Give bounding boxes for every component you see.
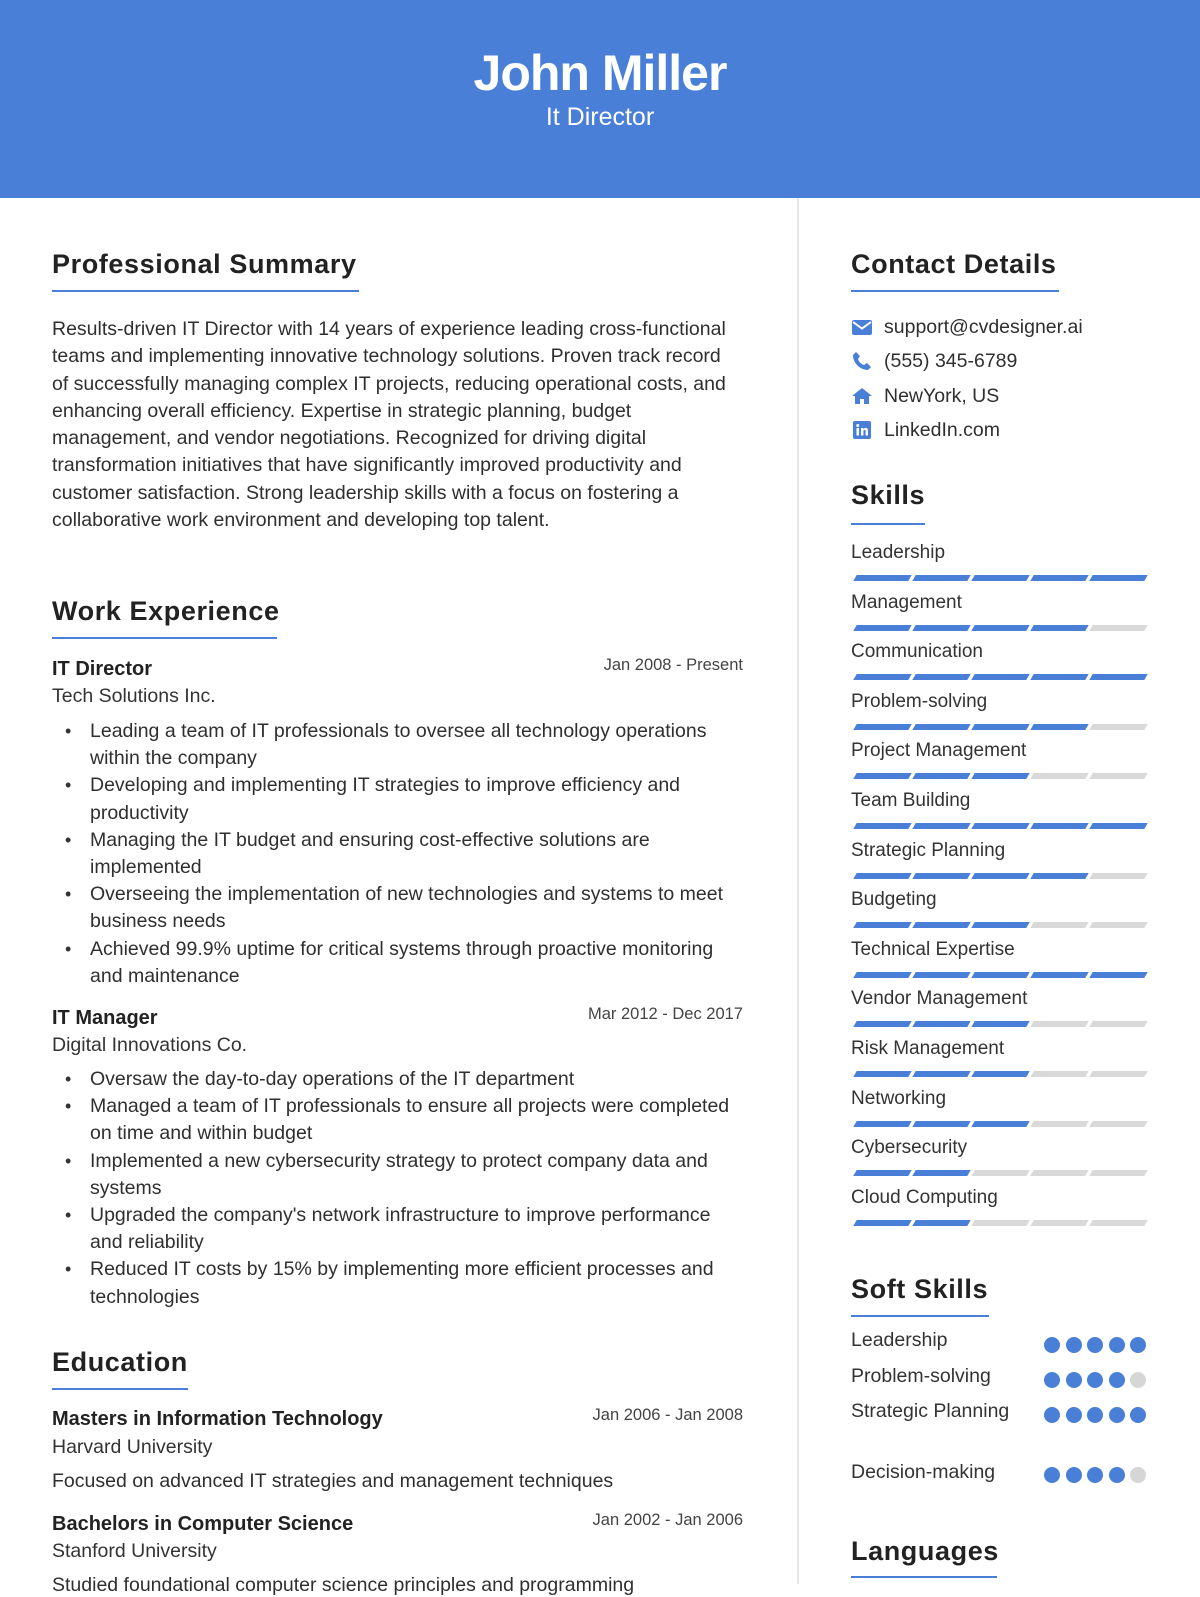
soft-skill-level-dot bbox=[1066, 1337, 1082, 1353]
skill-level-segment bbox=[1030, 823, 1088, 829]
summary-text: Results-driven IT Director with 14 years of experience leading cross-functional teams and implementing innovative technology solutions. Proven track record of successfully managing complex IT projects, reducing operational costs, and enhancing overall efficiency. Expertise in strategic planning, budget management, and vendor negotiations. Recognized for driving digital transformation initiatives that have significantly improved productivity and customer satisfaction. Strong leadership skills with a focus on fostering a collaborative work environment and developing top talent. bbox=[52, 318, 726, 532]
skill-level-segment bbox=[1030, 922, 1088, 928]
skill-level-segment bbox=[853, 773, 911, 779]
skill-level-segment bbox=[971, 773, 1029, 779]
soft-skill-level-dot bbox=[1066, 1372, 1082, 1388]
skill-name: Vendor Management bbox=[851, 988, 1028, 1010]
soft-skill-level-dot bbox=[1130, 1372, 1146, 1388]
soft-skill-level-dot bbox=[1109, 1407, 1125, 1423]
skill-level-segment bbox=[853, 1170, 911, 1176]
skill-level-bar bbox=[851, 922, 1147, 928]
skill-name: Management bbox=[851, 591, 962, 613]
skill-level-segment bbox=[971, 1021, 1029, 1027]
skill-level-segment bbox=[1030, 1170, 1088, 1176]
skill-level-segment bbox=[1030, 1071, 1088, 1077]
job-bullets bbox=[90, 718, 740, 990]
job-company: Tech Solutions Inc. bbox=[52, 685, 216, 707]
job-bullet: • Achieved 99.9% uptime for critical systems through proactive monitoring and maintenance bbox=[90, 936, 740, 990]
skill-level-bar bbox=[851, 674, 1147, 680]
skill-level-segment bbox=[912, 1021, 970, 1027]
job-date: Jan 2008 - Present bbox=[603, 656, 743, 674]
skill-level-bar bbox=[851, 773, 1147, 779]
skill-level-segment bbox=[853, 724, 911, 730]
soft-skill-level-dot bbox=[1130, 1407, 1146, 1423]
contact-email[interactable] bbox=[851, 315, 1083, 339]
soft-skill-level-dot bbox=[1109, 1467, 1125, 1483]
skill-name: Risk Management bbox=[851, 1038, 1005, 1059]
education-date: Jan 2002 - Jan 2006 bbox=[592, 1511, 743, 1529]
degree-title: Bachelors in Computer Science bbox=[52, 1513, 354, 1535]
skill-level-segment bbox=[1089, 1021, 1147, 1027]
skill-level-segment bbox=[1089, 674, 1147, 680]
phone-icon bbox=[851, 351, 873, 371]
skill-level-segment bbox=[1089, 922, 1147, 928]
skill-level-segment bbox=[1089, 773, 1147, 779]
skill-level-segment bbox=[853, 674, 911, 680]
skill-name: Strategic Planning bbox=[851, 839, 1006, 861]
contact-linkedin[interactable] bbox=[851, 418, 1000, 442]
experience-heading-underline bbox=[52, 637, 277, 639]
skill-level-segment bbox=[853, 1121, 911, 1127]
skill-name: Communication bbox=[851, 641, 983, 663]
skill-level-segment bbox=[971, 972, 1029, 978]
skill-level-bar bbox=[851, 1021, 1147, 1027]
job-title: IT Manager bbox=[52, 1007, 158, 1029]
skill-level-segment bbox=[1089, 1071, 1147, 1077]
skill-level-segment bbox=[1089, 1220, 1147, 1226]
skill-level-segment bbox=[1089, 823, 1147, 829]
envelope-icon bbox=[851, 317, 873, 337]
job-bullets bbox=[90, 1066, 740, 1311]
skill-level-segment bbox=[912, 972, 970, 978]
skill-level-bar bbox=[851, 625, 1147, 631]
soft-skill-level-dot bbox=[1087, 1407, 1103, 1423]
skill-level-segment bbox=[1089, 625, 1147, 631]
soft-skill-level-dot bbox=[1087, 1467, 1103, 1483]
soft-skill-name: Leadership bbox=[851, 1329, 948, 1351]
skill-level-segment bbox=[971, 1121, 1029, 1127]
skill-level-segment bbox=[971, 1071, 1029, 1077]
skill-level-segment bbox=[912, 823, 970, 829]
skill-level-segment bbox=[912, 674, 970, 680]
skill-level-segment bbox=[1089, 575, 1147, 581]
languages-heading-underline bbox=[851, 1576, 997, 1578]
skill-level-segment bbox=[853, 1021, 911, 1027]
soft-skill-level-dots bbox=[1044, 1467, 1148, 1485]
soft-skills-heading-underline bbox=[851, 1315, 989, 1317]
education-description: Studied foundational computer science principles and programming bbox=[52, 1574, 635, 1596]
skill-level-bar bbox=[851, 724, 1147, 730]
skill-level-segment bbox=[912, 873, 970, 879]
skill-level-segment bbox=[971, 575, 1029, 581]
candidate-name: John Miller bbox=[473, 45, 727, 101]
contact-location bbox=[851, 384, 1000, 408]
job-bullet: • Managing the IT budget and ensuring cost-effective solutions are implemented bbox=[90, 827, 740, 881]
soft-skill-level-dots bbox=[1044, 1372, 1148, 1390]
skill-level-segment bbox=[1030, 1220, 1088, 1226]
skill-level-segment bbox=[971, 922, 1029, 928]
skill-name: Problem-solving bbox=[851, 690, 988, 712]
contact-location-text: NewYork, US bbox=[884, 384, 1000, 407]
skill-level-segment bbox=[1089, 724, 1147, 730]
skill-level-segment bbox=[971, 1170, 1029, 1176]
skill-level-segment bbox=[971, 1220, 1029, 1226]
soft-skill-level-dot bbox=[1087, 1372, 1103, 1388]
skill-level-segment bbox=[1089, 972, 1147, 978]
skill-level-segment bbox=[912, 1071, 970, 1077]
skill-level-segment bbox=[912, 773, 970, 779]
contact-phone-text: (555) 345-6789 bbox=[884, 349, 1018, 372]
school-name: Harvard University bbox=[52, 1436, 213, 1458]
soft-skill-level-dot bbox=[1130, 1467, 1146, 1483]
skill-level-segment bbox=[853, 972, 911, 978]
skill-level-segment bbox=[1030, 724, 1088, 730]
skill-name: Budgeting bbox=[851, 889, 937, 911]
skill-level-segment bbox=[912, 724, 970, 730]
linkedin-icon bbox=[851, 420, 873, 440]
skill-name: Cloud Computing bbox=[851, 1186, 998, 1208]
soft-skill-level-dot bbox=[1109, 1372, 1125, 1388]
skill-level-bar bbox=[851, 873, 1147, 879]
soft-skill-level-dot bbox=[1044, 1337, 1060, 1353]
skill-name: Technical Expertise bbox=[851, 938, 1015, 960]
job-company: Digital Innovations Co. bbox=[52, 1034, 248, 1056]
skill-name: Leadership bbox=[851, 542, 946, 563]
skill-level-segment bbox=[1030, 773, 1088, 779]
skill-level-segment bbox=[1089, 1121, 1147, 1127]
candidate-title: It Director bbox=[545, 103, 655, 131]
skill-level-bar bbox=[851, 1071, 1147, 1077]
skill-level-segment bbox=[853, 1071, 911, 1077]
skill-level-bar bbox=[851, 823, 1147, 829]
skill-name: Project Management bbox=[851, 740, 1027, 762]
home-icon bbox=[851, 386, 873, 406]
skills-heading: Skills bbox=[851, 480, 926, 510]
soft-skill-level-dots bbox=[1044, 1337, 1148, 1355]
skill-level-segment bbox=[1030, 873, 1088, 879]
skill-level-segment bbox=[912, 922, 970, 928]
skill-level-segment bbox=[971, 873, 1029, 879]
job-bullet: • Leading a team of IT professionals to oversee all technology operations within the company bbox=[90, 718, 740, 772]
skill-level-segment bbox=[1030, 674, 1088, 680]
skill-level-segment bbox=[1030, 1021, 1088, 1027]
languages-heading: Languages bbox=[851, 1536, 999, 1566]
job-date: Mar 2012 - Dec 2017 bbox=[587, 1005, 743, 1023]
skill-level-segment bbox=[971, 724, 1029, 730]
job-title: IT Director bbox=[52, 658, 153, 680]
skill-level-bar bbox=[851, 972, 1147, 978]
soft-skill-level-dot bbox=[1066, 1407, 1082, 1423]
skill-level-segment bbox=[912, 1220, 970, 1226]
soft-skill-level-dot bbox=[1087, 1337, 1103, 1353]
skill-level-segment bbox=[1030, 1121, 1088, 1127]
skill-level-segment bbox=[1030, 972, 1088, 978]
job-bullet: • Reduced IT costs by 15% by implementing more efficient processes and technologies bbox=[90, 1256, 740, 1310]
soft-skill-name: Decision-making bbox=[851, 1461, 996, 1483]
skill-level-segment bbox=[853, 1220, 911, 1226]
skill-level-segment bbox=[912, 625, 970, 631]
soft-skill-name: Problem-solving bbox=[851, 1365, 991, 1387]
skill-level-bar bbox=[851, 1121, 1147, 1127]
education-description: Focused on advanced IT strategies and management techniques bbox=[52, 1470, 614, 1492]
skill-level-segment bbox=[912, 1121, 970, 1127]
experience-heading: Work Experience bbox=[52, 596, 280, 626]
soft-skills-heading: Soft Skills bbox=[851, 1274, 989, 1304]
soft-skill-level-dot bbox=[1130, 1337, 1146, 1353]
skill-level-segment bbox=[1030, 575, 1088, 581]
skill-level-segment bbox=[853, 625, 911, 631]
summary-heading: Professional Summary bbox=[52, 249, 357, 279]
job-bullet: • Overseeing the implementation of new technologies and systems to meet business needs bbox=[90, 881, 740, 935]
skills-heading-underline bbox=[851, 523, 925, 525]
job-bullet: • Developing and implementing IT strategies to improve efficiency and productivity bbox=[90, 772, 740, 826]
soft-skill-level-dot bbox=[1109, 1337, 1125, 1353]
contact-heading: Contact Details bbox=[851, 249, 1057, 279]
contact-phone[interactable] bbox=[851, 349, 1018, 373]
skill-level-segment bbox=[912, 575, 970, 581]
job-bullet: • Implemented a new cybersecurity strategy to protect company data and systems bbox=[90, 1148, 740, 1202]
education-date: Jan 2006 - Jan 2008 bbox=[592, 1406, 743, 1424]
job-bullet: • Upgraded the company's network infrastructure to improve performance and reliability bbox=[90, 1202, 740, 1256]
job-bullet: • Oversaw the day-to-day operations of the IT department bbox=[90, 1066, 740, 1093]
degree-title: Masters in Information Technology bbox=[52, 1408, 383, 1430]
skill-level-segment bbox=[971, 674, 1029, 680]
summary-heading-underline bbox=[52, 290, 359, 292]
soft-skill-level-dot bbox=[1066, 1467, 1082, 1483]
soft-skill-level-dot bbox=[1044, 1372, 1060, 1388]
contact-linkedin-text: LinkedIn.com bbox=[884, 418, 1000, 441]
skill-level-bar bbox=[851, 1220, 1147, 1226]
skill-level-segment bbox=[853, 575, 911, 581]
contact-email-text: support@cvdesigner.ai bbox=[884, 315, 1083, 338]
skill-level-segment bbox=[971, 823, 1029, 829]
skill-level-segment bbox=[1089, 1170, 1147, 1176]
skill-name: Networking bbox=[851, 1087, 947, 1109]
skill-level-segment bbox=[853, 873, 911, 879]
skill-name: Cybersecurity bbox=[851, 1137, 968, 1159]
school-name: Stanford University bbox=[52, 1540, 217, 1562]
soft-skill-level-dot bbox=[1044, 1467, 1060, 1483]
contact-heading-underline bbox=[851, 290, 1059, 292]
skill-level-segment bbox=[971, 625, 1029, 631]
education-heading: Education bbox=[52, 1347, 188, 1377]
column-divider bbox=[797, 198, 799, 1584]
skill-name: Team Building bbox=[851, 790, 971, 811]
skill-level-segment bbox=[1030, 625, 1088, 631]
skill-level-bar bbox=[851, 575, 1147, 581]
soft-skill-level-dots bbox=[1044, 1407, 1148, 1425]
skill-level-segment bbox=[853, 823, 911, 829]
skill-level-segment bbox=[912, 1170, 970, 1176]
skill-level-segment bbox=[1089, 873, 1147, 879]
skill-level-bar bbox=[851, 1170, 1147, 1176]
resume-header bbox=[0, 0, 1200, 198]
job-bullet: • Managed a team of IT professionals to ensure all projects were completed on time and within budget bbox=[90, 1093, 740, 1147]
soft-skill-level-dot bbox=[1044, 1407, 1060, 1423]
skill-level-segment bbox=[853, 922, 911, 928]
education-heading-underline bbox=[52, 1388, 188, 1390]
soft-skill-name: Strategic Planning bbox=[851, 1400, 1010, 1422]
